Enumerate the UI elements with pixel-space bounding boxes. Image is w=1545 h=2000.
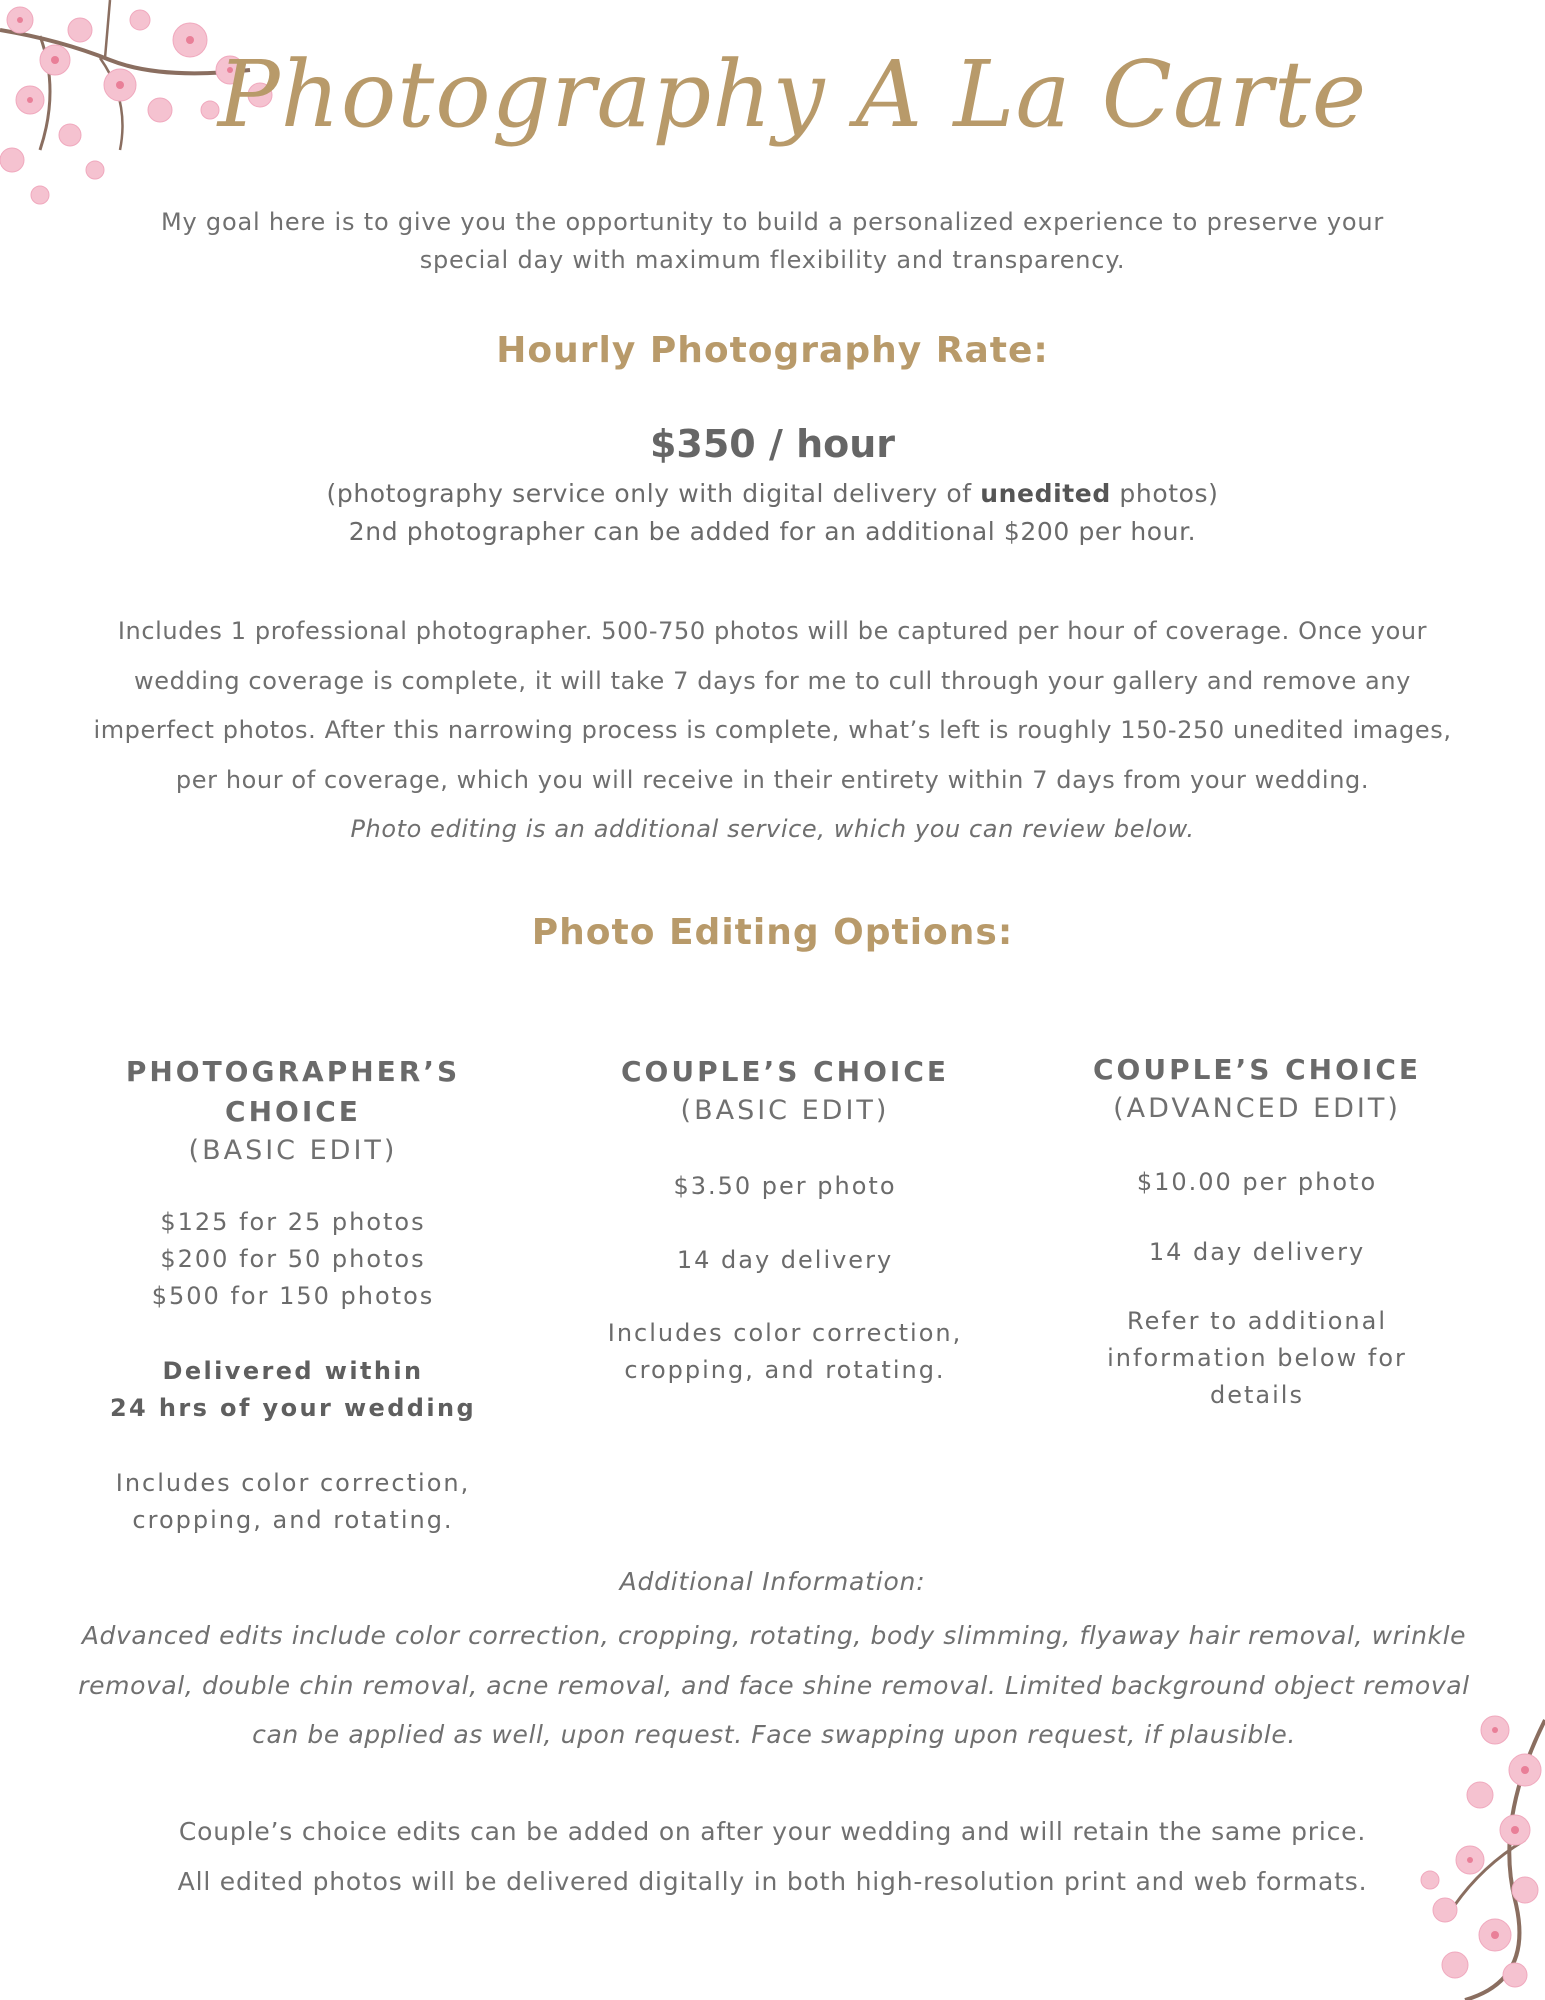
includes-line: Includes color correction, — [607, 1319, 963, 1347]
price-line: $10.00 per photo — [1136, 1168, 1378, 1196]
option-subtitle: (BASIC EDIT) — [680, 1095, 890, 1126]
option-couples-choice-advanced — [1037, 1050, 1477, 1414]
includes-line: cropping, and rotating. — [132, 1506, 454, 1534]
hourly-rate-price: $350 / hour — [649, 422, 896, 466]
page-title: Photography A La Carte — [217, 41, 1368, 148]
rate-note-bold: unedited — [980, 479, 1111, 508]
intro-text: My goal here is to give you the opportunity to build a personalized experience to preserve your special day with maximum flexibility and transparency. — [160, 208, 1385, 274]
additional-info-text: Advanced edits include color correction, cropping, rotating, body slimming, flyaway hair removal, wrinkle removal, double chin removal, acne removal, and face shine removal. Limited background object removal can be applied as well, upon request. Face swapping upon request, if plausible. — [78, 1621, 1470, 1749]
closing-line: Couple’s choice edits can be added on after your wedding and will retain the same price. — [178, 1817, 1367, 1846]
closing-notes — [0, 1807, 1545, 1906]
delivery-line: 14 day delivery — [1148, 1238, 1366, 1266]
hourly-rate-heading: Hourly Photography Rate: — [496, 330, 1049, 371]
refer-line: Refer to additional — [1127, 1307, 1387, 1335]
includes-line: Includes color correction, — [115, 1469, 471, 1497]
delivery-line: Delivered within — [162, 1357, 424, 1385]
price-line: $125 for 25 photos — [160, 1208, 426, 1236]
option-subtitle: (BASIC EDIT) — [188, 1135, 398, 1166]
price-line: $500 for 150 photos — [151, 1282, 435, 1310]
editing-note: Photo editing is an additional service, which you can review below. — [350, 815, 1195, 843]
hourly-includes-text: Includes 1 professional photographer. 500-750 photos will be captured per hour of coverage. Once your wedding coverage is complete, it will take 7 days for me to cull through your gallery and remove any imperfect photos. After this narrowing process is complete, what’s left is roughly 150-250 unedited images, per hour of coverage, which you will receive in their entirety within 7 days from your wedding. — [93, 617, 1452, 794]
option-couples-choice-basic — [565, 1052, 1005, 1389]
hourly-rate-note — [0, 475, 1545, 551]
delivery-line: 14 day delivery — [676, 1246, 894, 1274]
additional-info-title: Additional Information: — [619, 1567, 926, 1596]
price-line: $200 for 50 photos — [160, 1245, 426, 1273]
includes-line: cropping, and rotating. — [624, 1356, 946, 1384]
option-photographers-choice — [73, 1052, 513, 1539]
option-title: COUPLE’S CHOICE — [620, 1055, 949, 1088]
closing-line: All edited photos will be delivered digitally in both high-resolution print and web formats. — [177, 1866, 1368, 1896]
price-line: $3.50 per photo — [673, 1172, 897, 1200]
option-title: PHOTOGRAPHER’S CHOICE — [125, 1055, 461, 1128]
photo-editing-heading: Photo Editing Options: — [531, 912, 1014, 953]
option-subtitle: (ADVANCED EDIT) — [1113, 1093, 1401, 1124]
rate-note-suffix: photos) — [1110, 479, 1219, 508]
refer-line: details — [1210, 1381, 1304, 1409]
second-photographer-note: 2nd photographer can be added for an additional $200 per hour. — [348, 517, 1197, 546]
rate-note-prefix: (photography service only with digital delivery of — [326, 479, 981, 508]
delivery-line: 24 hrs of your wedding — [109, 1394, 477, 1422]
option-title: COUPLE’S CHOICE — [1092, 1053, 1421, 1086]
hourly-includes-paragraph — [80, 607, 1465, 855]
refer-line: information below for — [1107, 1344, 1407, 1372]
